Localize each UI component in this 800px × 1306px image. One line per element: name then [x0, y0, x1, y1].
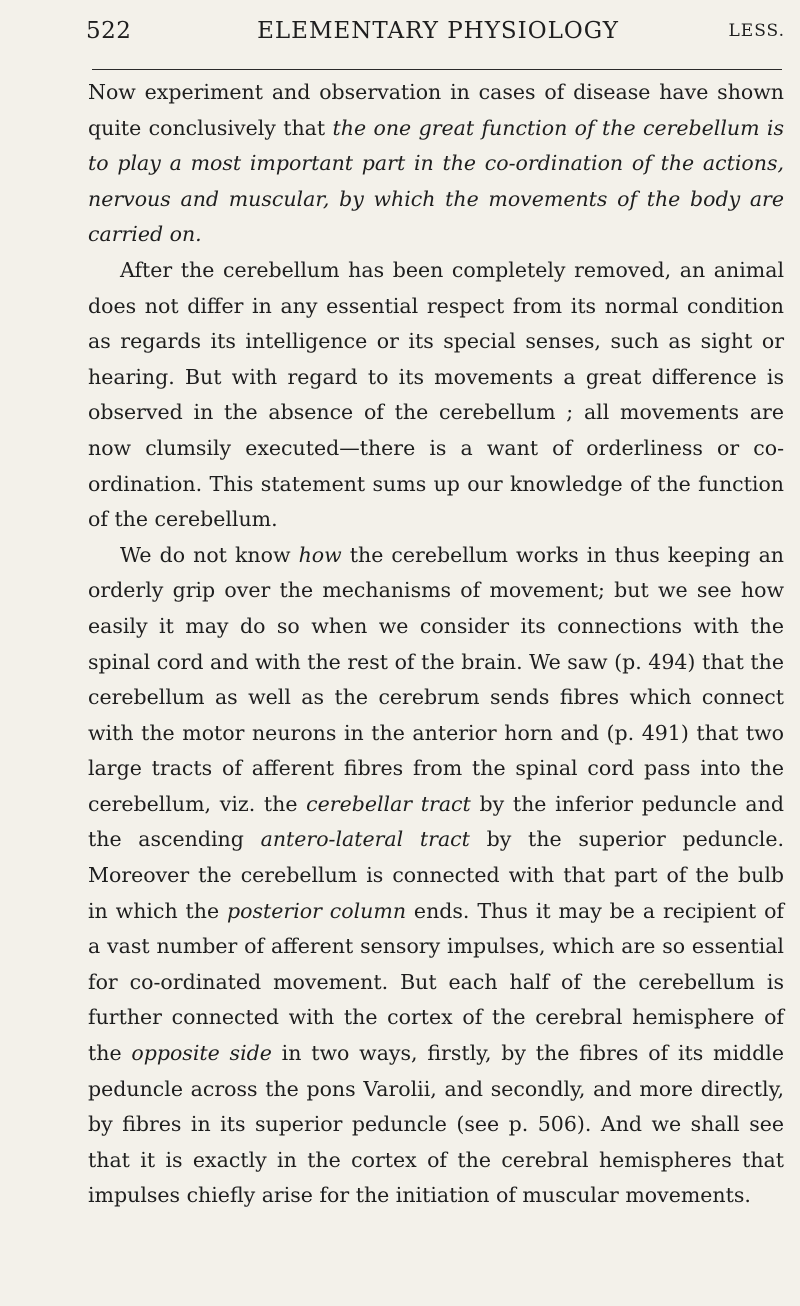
- text-run: by the inferior peduncle and the ascending: [88, 791, 784, 852]
- text-run: Now experiment and observation in cases of disease have shown quite conclusively that: [88, 80, 784, 140]
- page-header: [86, 18, 790, 48]
- running-title: ELEMENTARY PHYSIOLOGY: [257, 18, 619, 44]
- italic-phrase: posterior column: [227, 898, 407, 923]
- paragraph: [88, 538, 784, 1214]
- italic-phrase: cerebellar tract: [306, 791, 471, 816]
- italic-phrase: the one great function of the cerebellum is to play a most important part in the co-ordination of the actions, nervous and muscular, by which the movements of the body are carried on.: [88, 115, 784, 247]
- italic-phrase: how: [298, 542, 342, 567]
- italic-phrase: antero-lateral tract: [260, 827, 470, 852]
- header-rule: [92, 69, 782, 70]
- section-label: LESS.: [728, 21, 785, 41]
- text-run: in two ways, firstly, by the fibres of its middle peduncle across the pons Varolii, and secondly, and more directly, by fibres in its superior peduncle (see p. 506). And we shall see that it is exactly in the cortex of the cerebral hemispheres that impulses chiefly arise for the initiation of muscular movements.: [88, 1041, 784, 1208]
- paragraph: [88, 75, 784, 253]
- paragraph: [88, 253, 784, 538]
- italic-phrase: opposite side: [131, 1041, 272, 1066]
- page-number: 522: [86, 18, 132, 44]
- text-run: the cerebellum works in thus keeping an orderly grip over the mechanisms of movement; but we see how easily it may do so when we consider its connections with the spinal cord and with the rest of the brain. We saw (p. 494) that the cerebellum as well as the cerebrum sends fibres which connect with the motor neurons in the anterior horn and (p. 491) that two large tracts of afferent fibres from the spinal cord pass into the cerebellum, viz. the: [88, 542, 784, 816]
- text-run: After the cerebellum has been completely removed, an animal does not differ in any essential respect from its normal condition as regards its intelligence or its special senses, such as sight or hearing. But with regard to its movements a great difference is observed in the absence of the cerebellum ; all movements are now clumsily executed—there is a want of orderliness or co-ordination. This statement sums up our knowledge of the function of the cerebellum.: [88, 257, 784, 532]
- text-run: by the superior peduncle. Moreover the cerebellum is connected with that part of the bulb in which the: [88, 827, 784, 923]
- body-text: [88, 75, 784, 1214]
- text-run: ends. Thus it may be a recipient of a vast number of afferent sensory impulses, which are so essential for co-ordinated movement. But each half of the cerebellum is further connected with the cortex of the cerebral hemisphere of the: [88, 898, 785, 1066]
- text-run: We do not know: [120, 542, 299, 567]
